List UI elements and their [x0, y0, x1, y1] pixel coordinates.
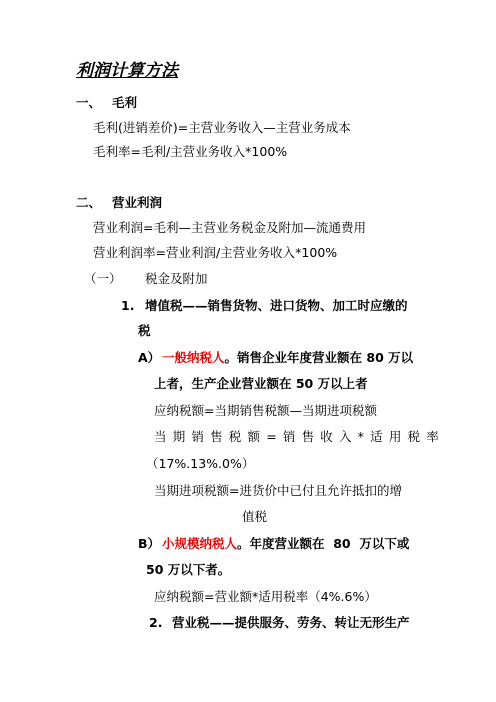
a-formula-2-rates: （17%.13%.0%）	[146, 456, 255, 471]
general-taxpayer-term: 一般纳税人	[162, 350, 225, 365]
page-title: 利润计算方法	[76, 61, 178, 81]
gross-margin-formula: 毛利率=毛利/主营业务收入*100%	[93, 144, 288, 159]
b-line	[162, 536, 409, 552]
a-formula-3: 当期进项税额=进货价中已付且允许抵扣的增	[154, 483, 402, 498]
item-1-text-cont: 税	[138, 323, 151, 338]
item-2-text: 营业税——提供服务、劳务、转让无形生产	[172, 615, 410, 630]
operating-profit-formula: 营业利润=毛利—主营业务税金及附加—流通费用	[93, 220, 366, 235]
b-desc-cont: 50 万以下者。	[146, 562, 231, 577]
operating-margin-formula: 营业利润率=营业利润/主营业务收入*100%	[93, 245, 338, 260]
subsection-heading: 税金及附加	[145, 271, 208, 286]
gross-profit-formula: 毛利(进销差价)=主营业务收入—主营业务成本	[93, 120, 351, 135]
section-2-heading: 营业利润	[112, 195, 163, 210]
item-1-text: 增值税——销售货物、进口货物、加工时应缴的	[145, 298, 408, 313]
a-formula-2: 当期销售税额=销售收入*适用税率	[154, 429, 445, 444]
a-formula-1: 应纳税额=当期销售税额—当期进项税额	[154, 403, 377, 418]
a-desc-cont: 上者，生产企业营业额在 50 万以上者	[154, 376, 368, 391]
a-line	[162, 350, 413, 366]
subsection-number: （一）	[84, 271, 122, 286]
general-taxpayer-desc: 。销售企业年度营业额在 80 万以	[224, 350, 414, 365]
section-2-number: 二、	[76, 195, 102, 210]
small-taxpayer-desc: 。年度营业额在 80 万以下或	[237, 536, 410, 551]
b-formula-1: 应纳税额=营业额*适用税率（4%.6%）	[154, 589, 377, 604]
small-taxpayer-term: 小规模纳税人	[162, 536, 238, 551]
a-label: A）	[138, 350, 161, 365]
a-formula-3-cont: 值税	[242, 509, 268, 524]
b-label: B）	[138, 536, 161, 551]
item-1-number: 1.	[121, 298, 135, 313]
section-1-number: 一、	[76, 95, 102, 110]
section-1-heading: 毛利	[112, 95, 138, 110]
item-2-number: 2.	[149, 615, 163, 630]
